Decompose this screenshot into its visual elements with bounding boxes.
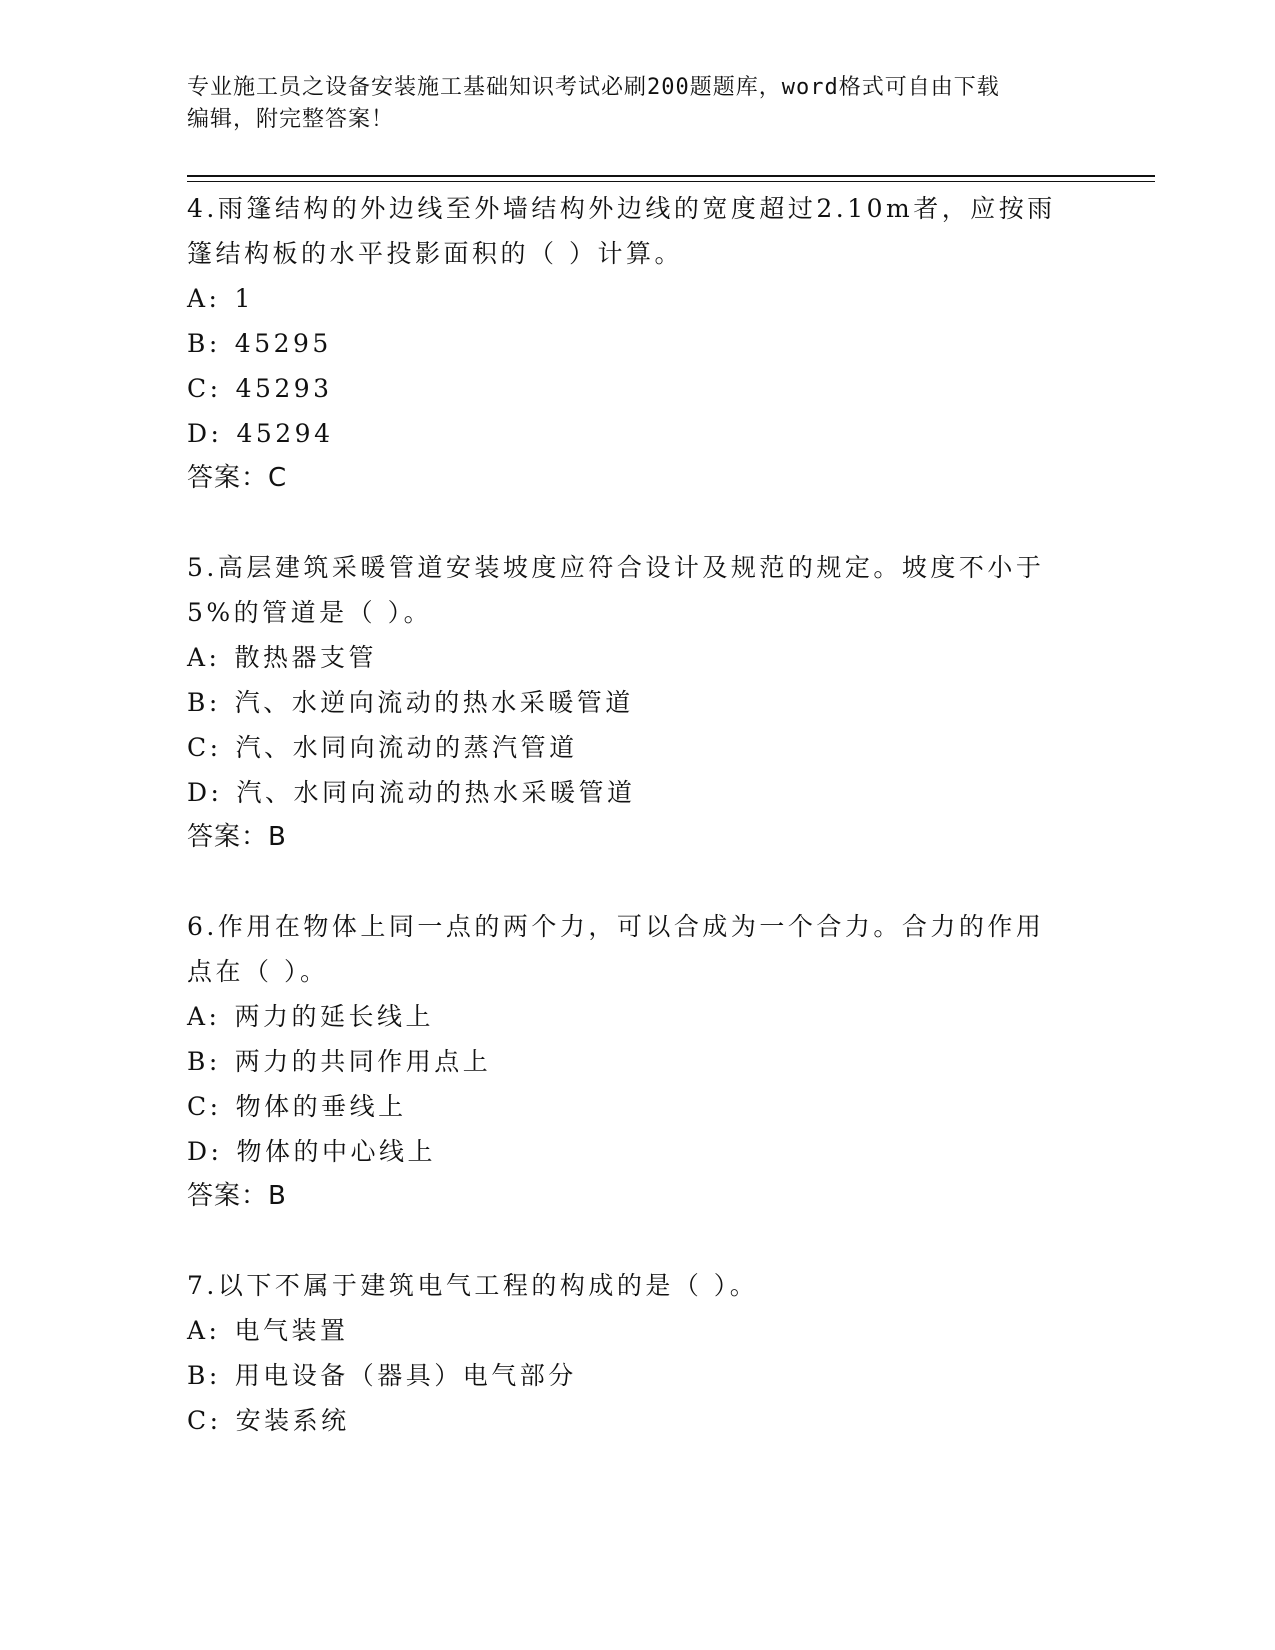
option-key: C: [187, 733, 222, 762]
option-b [187, 321, 1067, 366]
option-text: 45295 [234, 329, 332, 358]
option-a [187, 994, 1067, 1039]
option-text: 45293 [235, 374, 333, 403]
option-c [187, 1398, 1067, 1443]
option-key: C: [187, 1406, 222, 1435]
option-a [187, 635, 1067, 680]
question-7 [187, 1263, 1067, 1443]
option-b [187, 680, 1067, 725]
option-text: 1 [234, 284, 254, 313]
option-text: 两力的共同作用点上 [234, 1047, 492, 1076]
option-key: A: [187, 1002, 221, 1031]
option-text: 安装系统 [235, 1406, 350, 1435]
option-text: 汽、水同向流动的热水采暖管道 [236, 778, 636, 807]
option-b [187, 1353, 1067, 1398]
option-c [187, 366, 1067, 411]
option-text: 物体的垂线上 [235, 1092, 407, 1121]
option-text: 电气装置 [234, 1316, 349, 1345]
option-d [187, 770, 1067, 815]
question-text-line: 点在（ ）。 [187, 957, 329, 986]
question-5 [187, 545, 1067, 860]
option-d [187, 1129, 1067, 1174]
header-divider-thick [187, 175, 1155, 177]
option-text: 散热器支管 [234, 643, 377, 672]
question-4 [187, 186, 1067, 501]
option-key: D: [187, 419, 223, 448]
document-header [187, 72, 1067, 136]
header-line-2: 编辑，附完整答案！ [187, 107, 395, 132]
option-key: B: [187, 1047, 221, 1076]
option-text: 汽、水同向流动的蒸汽管道 [235, 733, 578, 762]
option-key: B: [187, 329, 221, 358]
option-text: 物体的中心线上 [236, 1137, 436, 1166]
question-text-line: 5.高层建筑采暖管道安装坡度应符合设计及规范的规定。坡度不小于 [187, 553, 1045, 582]
option-text: 两力的延长线上 [234, 1002, 434, 1031]
option-text: 汽、水逆向流动的热水采暖管道 [234, 688, 634, 717]
option-c [187, 725, 1067, 770]
option-key: A: [187, 284, 221, 313]
question-text-line: 篷结构板的水平投影面积的（ ）计算。 [187, 239, 683, 268]
option-key: D: [187, 778, 223, 807]
answer-text: 答案：C [187, 463, 288, 493]
question-6 [187, 904, 1067, 1219]
question-text-line: 7.以下不属于建筑电气工程的构成的是（ ）。 [187, 1271, 759, 1300]
option-key: A: [187, 643, 221, 672]
option-text: 45294 [236, 419, 334, 448]
option-text: 用电设备（器具）电气部分 [234, 1361, 577, 1390]
question-text-line: 4.雨篷结构的外边线至外墙结构外边线的宽度超过2.10m者，应按雨 [187, 194, 1056, 223]
option-key: A: [187, 1316, 221, 1345]
question-text-line: 6.作用在物体上同一点的两个力，可以合成为一个合力。合力的作用 [187, 912, 1045, 941]
option-a [187, 276, 1067, 321]
question-text-line: 5%的管道是（ ）。 [187, 598, 433, 627]
answer-text: 答案：B [187, 822, 287, 852]
option-a [187, 1308, 1067, 1353]
header-divider-thin [187, 181, 1155, 182]
option-c [187, 1084, 1067, 1129]
option-key: B: [187, 1361, 221, 1390]
answer-text: 答案：B [187, 1181, 287, 1211]
option-d [187, 411, 1067, 456]
header-line-1: 专业施工员之设备安装施工基础知识考试必刷200题题库，word格式可自由下载 [187, 75, 1000, 100]
option-key: D: [187, 1137, 223, 1166]
option-key: C: [187, 1092, 222, 1121]
option-b [187, 1039, 1067, 1084]
option-key: C: [187, 374, 222, 403]
option-key: B: [187, 688, 221, 717]
question-list [187, 186, 1067, 1487]
